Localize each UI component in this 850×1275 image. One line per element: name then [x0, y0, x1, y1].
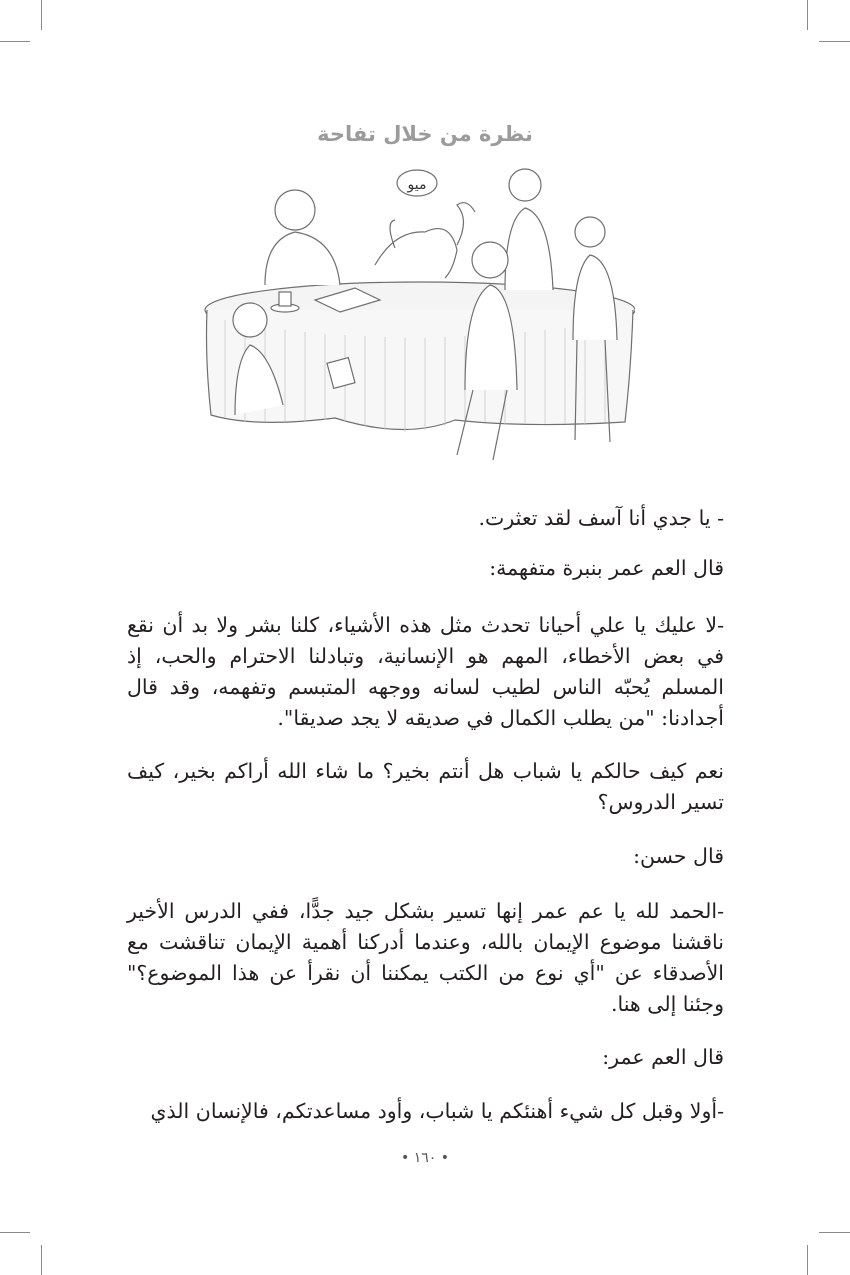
- paragraph: قال العم عمر:: [602, 1045, 724, 1069]
- paragraph: -لا عليك يا علي أحيانا تحدث مثل هذه الأشياء، كلنا بشر ولا بد أن نقع في بعض الأخطاء، المهم هو الإنسانية، وتبادلنا الاحترام والحب، إذ المسلم يُحبّه الناس لطيب لسانه ووجهه المتبسم وتفهمه، وقد قال أجدادنا: "من يطلب الكمال في صديقه لا يجد صديقا".: [127, 613, 724, 730]
- crop-mark-top-right-v: [807, 0, 808, 30]
- crop-mark-bottom-left-v: [41, 1245, 42, 1275]
- paragraph: -الحمد لله يا عم عمر إنها تسير بشكل جيد جدًّا، ففي الدرس الأخير ناقشنا موضوع الإيمان بالله، وعندما أدركنا أهمية الإيمان تناقشت مع الأصدقاء عن "أي نوع من الكتب يمكننا أن نقرأ عن هذا الموضوع؟" وجئنا إلى هنا.: [127, 899, 724, 1016]
- page-number: • ١٦٠ •: [401, 1150, 449, 1166]
- paragraph: نعم كيف حالكم يا شباب هل أنتم بخير؟ ما شاء الله أراكم بخير، كيف تسير الدروس؟: [127, 759, 724, 814]
- body-text: [127, 756, 724, 818]
- crop-mark-top-right-h: [819, 41, 850, 42]
- body-text: [127, 841, 724, 872]
- body-text: [127, 896, 724, 1020]
- paragraph: قال حسن:: [633, 844, 724, 868]
- body-text: [127, 610, 724, 734]
- crop-mark-bottom-left-h: [0, 1232, 30, 1233]
- chapter-title: نظرة من خلال تفاحة: [317, 122, 533, 146]
- crop-mark-bottom-right-v: [807, 1245, 808, 1275]
- crop-mark-bottom-right-h: [819, 1232, 850, 1233]
- crop-mark-top-left-h: [0, 41, 30, 42]
- paragraph: قال العم عمر بنبرة متفهمة:: [489, 556, 724, 580]
- crop-mark-top-left-v: [41, 0, 42, 30]
- body-text: [127, 1096, 724, 1127]
- body-text: [127, 1042, 724, 1073]
- body-text: [127, 553, 724, 584]
- paragraph: -أولا وقبل كل شيء أهنئكم يا شباب، وأود مساعدتكم، فالإنسان الذي: [150, 1099, 724, 1123]
- svg-text:ميو: ميو: [407, 177, 427, 193]
- paragraph: - يا جدي أنا آسف لقد تعثرت.: [478, 506, 724, 530]
- body-text: [127, 503, 724, 534]
- illustration: [195, 160, 635, 470]
